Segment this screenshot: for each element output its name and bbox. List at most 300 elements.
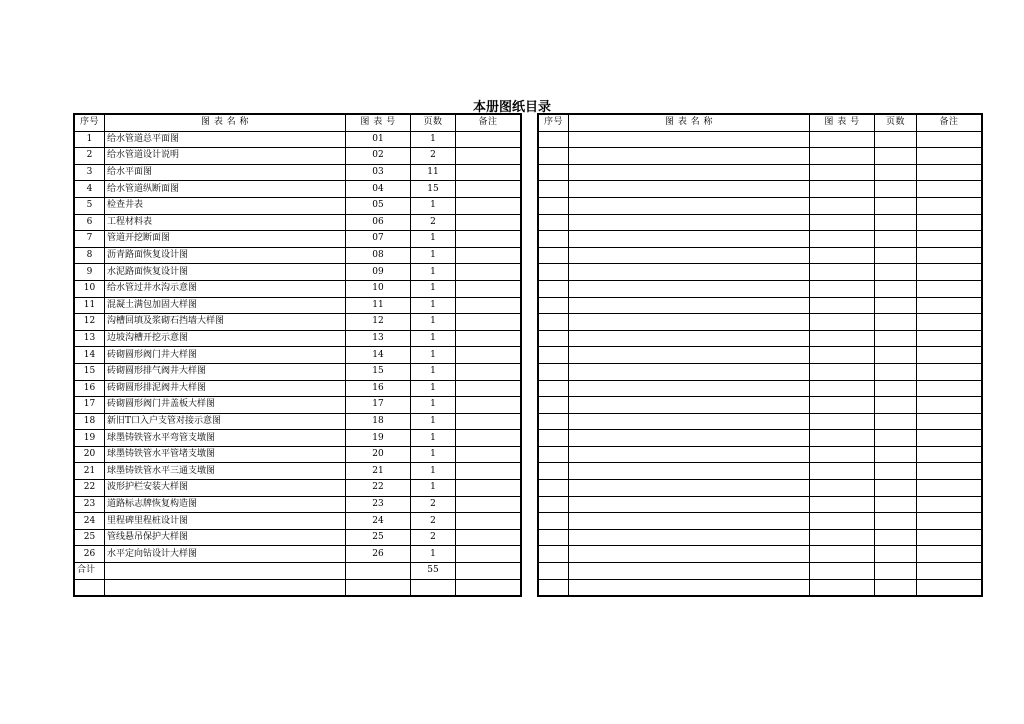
empty-cell	[875, 297, 917, 314]
empty-cell	[456, 579, 521, 596]
row-name: 里程碑里程桩设计图	[105, 513, 346, 530]
row-pages: 2	[411, 496, 456, 513]
row-seq: 9	[75, 264, 105, 281]
empty-cell	[810, 197, 875, 214]
empty-cell	[539, 513, 569, 530]
row-seq: 26	[75, 546, 105, 563]
empty-row	[539, 247, 982, 264]
empty-cell	[539, 397, 569, 414]
row-name: 球墨铸铁管水平三通支墩图	[105, 463, 346, 480]
row-code: 26	[346, 546, 411, 563]
row-pages: 1	[411, 264, 456, 281]
empty-cell	[875, 563, 917, 580]
empty-row	[539, 430, 982, 447]
empty-cell	[569, 380, 810, 397]
table-row	[75, 463, 521, 480]
empty-cell	[917, 181, 982, 198]
row-note	[456, 231, 521, 248]
row-seq: 17	[75, 397, 105, 414]
row-name: 砖砌圆形排泥阀井大样图	[105, 380, 346, 397]
row-seq: 19	[75, 430, 105, 447]
empty-cell	[875, 280, 917, 297]
empty-cell	[917, 314, 982, 331]
empty-cell	[917, 131, 982, 148]
empty-cell	[539, 181, 569, 198]
table-row	[75, 397, 521, 414]
row-note	[456, 446, 521, 463]
row-pages: 1	[411, 413, 456, 430]
row-name: 沥青路面恢复设计图	[105, 247, 346, 264]
table-row	[75, 546, 521, 563]
row-code: 21	[346, 463, 411, 480]
row-name: 给水管道总平面图	[105, 131, 346, 148]
empty-cell	[875, 446, 917, 463]
table-header-row	[539, 115, 982, 132]
row-note	[456, 480, 521, 497]
empty-cell	[810, 413, 875, 430]
empty-cell	[875, 314, 917, 331]
empty-cell	[539, 529, 569, 546]
empty-row	[539, 214, 982, 231]
row-name: 球墨铸铁管水平弯管支墩图	[105, 430, 346, 447]
row-code: 05	[346, 197, 411, 214]
row-note	[456, 513, 521, 530]
right-index-table	[537, 113, 983, 597]
row-pages: 1	[411, 446, 456, 463]
empty-cell	[875, 397, 917, 414]
empty-cell	[917, 546, 982, 563]
table-row	[75, 446, 521, 463]
empty-cell	[539, 563, 569, 580]
empty-cell	[917, 231, 982, 248]
header-note: 备注	[917, 115, 982, 132]
empty-row	[539, 529, 982, 546]
empty-cell	[411, 579, 456, 596]
total-code	[346, 563, 411, 580]
row-pages: 1	[411, 347, 456, 364]
row-name: 波形护栏安装大样图	[105, 480, 346, 497]
row-seq: 4	[75, 181, 105, 198]
empty-cell	[917, 563, 982, 580]
total-name	[105, 563, 346, 580]
empty-row	[539, 181, 982, 198]
empty-cell	[917, 297, 982, 314]
empty-cell	[875, 164, 917, 181]
empty-row	[539, 513, 982, 530]
empty-cell	[810, 181, 875, 198]
row-name: 水泥路面恢复设计图	[105, 264, 346, 281]
empty-cell	[539, 148, 569, 165]
row-seq: 6	[75, 214, 105, 231]
empty-cell	[539, 579, 569, 596]
empty-cell	[539, 380, 569, 397]
empty-cell	[810, 480, 875, 497]
empty-cell	[810, 280, 875, 297]
empty-cell	[569, 347, 810, 364]
empty-cell	[810, 131, 875, 148]
row-code: 01	[346, 131, 411, 148]
empty-cell	[569, 131, 810, 148]
empty-row	[539, 297, 982, 314]
empty-cell	[875, 463, 917, 480]
row-seq: 24	[75, 513, 105, 530]
row-seq: 13	[75, 330, 105, 347]
row-pages: 1	[411, 280, 456, 297]
empty-cell	[569, 413, 810, 430]
empty-cell	[810, 513, 875, 530]
empty-cell	[569, 363, 810, 380]
empty-cell	[539, 480, 569, 497]
row-seq: 20	[75, 446, 105, 463]
empty-cell	[810, 214, 875, 231]
row-name: 给水平面图	[105, 164, 346, 181]
empty-cell	[539, 430, 569, 447]
empty-cell	[569, 297, 810, 314]
empty-row	[539, 231, 982, 248]
row-note	[456, 297, 521, 314]
empty-cell	[917, 446, 982, 463]
table-row	[75, 197, 521, 214]
row-code: 02	[346, 148, 411, 165]
empty-row	[539, 347, 982, 364]
empty-row	[539, 579, 982, 596]
row-seq: 14	[75, 347, 105, 364]
empty-cell	[539, 446, 569, 463]
row-name: 检查井表	[105, 197, 346, 214]
row-name: 给水管道设计说明	[105, 148, 346, 165]
row-note	[456, 181, 521, 198]
empty-row	[539, 131, 982, 148]
empty-cell	[875, 579, 917, 596]
empty-row	[539, 197, 982, 214]
table-row	[75, 264, 521, 281]
row-name: 给水管道纵断面图	[105, 181, 346, 198]
empty-cell	[810, 546, 875, 563]
row-note	[456, 430, 521, 447]
row-code: 08	[346, 247, 411, 264]
row-code: 13	[346, 330, 411, 347]
empty-cell	[875, 330, 917, 347]
empty-cell	[875, 480, 917, 497]
header-pages: 页数	[875, 115, 917, 132]
total-row	[75, 563, 521, 580]
left-table-grid	[74, 114, 521, 596]
row-code: 23	[346, 496, 411, 513]
empty-cell	[75, 579, 105, 596]
row-pages: 1	[411, 297, 456, 314]
empty-cell	[917, 529, 982, 546]
row-name: 新旧T口入户支管对接示意图	[105, 413, 346, 430]
row-note	[456, 380, 521, 397]
row-seq: 11	[75, 297, 105, 314]
empty-cell	[810, 148, 875, 165]
empty-cell	[539, 314, 569, 331]
header-seq: 序号	[539, 115, 569, 132]
empty-cell	[875, 546, 917, 563]
row-code: 12	[346, 314, 411, 331]
table-row	[75, 380, 521, 397]
empty-cell	[569, 529, 810, 546]
row-code: 18	[346, 413, 411, 430]
row-pages: 1	[411, 480, 456, 497]
row-seq: 3	[75, 164, 105, 181]
row-seq: 2	[75, 148, 105, 165]
row-pages: 2	[411, 214, 456, 231]
empty-cell	[810, 231, 875, 248]
empty-cell	[810, 164, 875, 181]
empty-cell	[917, 264, 982, 281]
row-pages: 1	[411, 380, 456, 397]
empty-cell	[539, 363, 569, 380]
empty-cell	[875, 430, 917, 447]
empty-cell	[539, 280, 569, 297]
row-note	[456, 546, 521, 563]
empty-cell	[917, 347, 982, 364]
row-pages: 2	[411, 148, 456, 165]
table-row	[75, 148, 521, 165]
empty-cell	[569, 164, 810, 181]
empty-row	[539, 496, 982, 513]
empty-cell	[875, 380, 917, 397]
empty-cell	[917, 463, 982, 480]
table-row	[75, 247, 521, 264]
empty-cell	[875, 513, 917, 530]
empty-cell	[917, 363, 982, 380]
empty-cell	[875, 148, 917, 165]
row-note	[456, 363, 521, 380]
table-row	[75, 214, 521, 231]
empty-cell	[569, 314, 810, 331]
row-pages: 1	[411, 330, 456, 347]
empty-row	[539, 330, 982, 347]
header-name: 图 表 名 称	[105, 115, 346, 132]
table-row	[75, 513, 521, 530]
empty-cell	[569, 247, 810, 264]
empty-cell	[810, 579, 875, 596]
empty-cell	[569, 330, 810, 347]
empty-cell	[569, 480, 810, 497]
empty-cell	[917, 413, 982, 430]
empty-cell	[569, 513, 810, 530]
empty-row	[539, 264, 982, 281]
empty-cell	[875, 231, 917, 248]
row-seq: 21	[75, 463, 105, 480]
row-name: 管线悬吊保护大样图	[105, 529, 346, 546]
empty-cell	[917, 197, 982, 214]
row-code: 06	[346, 214, 411, 231]
empty-cell	[569, 264, 810, 281]
empty-row	[539, 463, 982, 480]
empty-cell	[569, 430, 810, 447]
empty-cell	[875, 496, 917, 513]
row-note	[456, 247, 521, 264]
table-row	[75, 164, 521, 181]
total-pages: 55	[411, 563, 456, 580]
empty-cell	[810, 563, 875, 580]
header-code: 图 表 号	[810, 115, 875, 132]
empty-cell	[810, 463, 875, 480]
empty-row	[539, 563, 982, 580]
left-index-table	[73, 113, 522, 597]
empty-cell	[917, 579, 982, 596]
row-pages: 1	[411, 314, 456, 331]
table-row	[75, 330, 521, 347]
empty-cell	[539, 131, 569, 148]
row-pages: 1	[411, 197, 456, 214]
row-name: 砖砌圆形阀门井大样图	[105, 347, 346, 364]
row-pages: 1	[411, 546, 456, 563]
empty-row	[539, 380, 982, 397]
row-note	[456, 280, 521, 297]
empty-cell	[810, 446, 875, 463]
row-seq: 23	[75, 496, 105, 513]
row-code: 10	[346, 280, 411, 297]
empty-cell	[810, 397, 875, 414]
row-code: 09	[346, 264, 411, 281]
empty-cell	[539, 347, 569, 364]
empty-cell	[539, 197, 569, 214]
row-seq: 25	[75, 529, 105, 546]
empty-cell	[917, 513, 982, 530]
row-code: 22	[346, 480, 411, 497]
row-note	[456, 496, 521, 513]
empty-cell	[569, 463, 810, 480]
row-note	[456, 413, 521, 430]
empty-cell	[917, 480, 982, 497]
empty-cell	[875, 197, 917, 214]
row-code: 14	[346, 347, 411, 364]
empty-cell	[569, 214, 810, 231]
row-note	[456, 529, 521, 546]
empty-cell	[917, 164, 982, 181]
empty-cell	[917, 496, 982, 513]
row-pages: 1	[411, 231, 456, 248]
row-pages: 1	[411, 463, 456, 480]
row-code: 15	[346, 363, 411, 380]
empty-row	[539, 314, 982, 331]
empty-cell	[810, 314, 875, 331]
empty-cell	[917, 148, 982, 165]
empty-cell	[917, 247, 982, 264]
row-note	[456, 347, 521, 364]
row-seq: 1	[75, 131, 105, 148]
empty-row	[539, 446, 982, 463]
total-label: 合计	[75, 563, 105, 580]
empty-row	[75, 579, 521, 596]
row-code: 07	[346, 231, 411, 248]
table-row	[75, 280, 521, 297]
table-row	[75, 413, 521, 430]
header-seq: 序号	[75, 115, 105, 132]
empty-row	[539, 363, 982, 380]
empty-cell	[539, 247, 569, 264]
empty-cell	[810, 247, 875, 264]
row-name: 砖砌圆形阀门井盖板大样图	[105, 397, 346, 414]
empty-cell	[569, 148, 810, 165]
empty-cell	[539, 297, 569, 314]
row-name: 砖砌圆形排气阀井大样图	[105, 363, 346, 380]
row-seq: 15	[75, 363, 105, 380]
row-pages: 1	[411, 397, 456, 414]
empty-row	[539, 413, 982, 430]
empty-cell	[569, 563, 810, 580]
row-name: 水平定向钻设计大样图	[105, 546, 346, 563]
row-code: 03	[346, 164, 411, 181]
empty-cell	[539, 330, 569, 347]
empty-cell	[539, 463, 569, 480]
row-pages: 2	[411, 529, 456, 546]
empty-cell	[569, 181, 810, 198]
total-note	[456, 563, 521, 580]
table-row	[75, 181, 521, 198]
row-name: 混凝土满包加固大样图	[105, 297, 346, 314]
empty-cell	[346, 579, 411, 596]
table-row	[75, 480, 521, 497]
empty-cell	[539, 164, 569, 181]
empty-cell	[875, 181, 917, 198]
empty-cell	[875, 413, 917, 430]
row-code: 20	[346, 446, 411, 463]
empty-cell	[875, 347, 917, 364]
table-header-row	[75, 115, 521, 132]
row-code: 16	[346, 380, 411, 397]
row-seq: 22	[75, 480, 105, 497]
row-note	[456, 314, 521, 331]
empty-cell	[917, 280, 982, 297]
row-code: 24	[346, 513, 411, 530]
empty-cell	[539, 413, 569, 430]
empty-cell	[875, 529, 917, 546]
row-name: 道路标志牌恢复构造图	[105, 496, 346, 513]
row-seq: 12	[75, 314, 105, 331]
table-row	[75, 430, 521, 447]
row-pages: 1	[411, 131, 456, 148]
table-row	[75, 529, 521, 546]
row-code: 25	[346, 529, 411, 546]
empty-cell	[917, 430, 982, 447]
empty-cell	[569, 397, 810, 414]
row-pages: 1	[411, 430, 456, 447]
empty-row	[539, 397, 982, 414]
row-seq: 16	[75, 380, 105, 397]
empty-cell	[810, 380, 875, 397]
row-pages: 2	[411, 513, 456, 530]
empty-cell	[539, 546, 569, 563]
empty-cell	[569, 231, 810, 248]
empty-cell	[569, 197, 810, 214]
table-row	[75, 347, 521, 364]
empty-cell	[539, 231, 569, 248]
empty-cell	[875, 247, 917, 264]
empty-row	[539, 164, 982, 181]
row-note	[456, 131, 521, 148]
row-code: 04	[346, 181, 411, 198]
right-table-grid	[538, 114, 982, 596]
empty-cell	[810, 297, 875, 314]
empty-cell	[917, 214, 982, 231]
header-pages: 页数	[411, 115, 456, 132]
empty-cell	[810, 264, 875, 281]
empty-cell	[917, 397, 982, 414]
row-note	[456, 148, 521, 165]
row-note	[456, 197, 521, 214]
row-name: 给水管过井水沟示意图	[105, 280, 346, 297]
empty-cell	[810, 529, 875, 546]
empty-cell	[810, 363, 875, 380]
row-pages: 11	[411, 164, 456, 181]
table-row	[75, 363, 521, 380]
empty-cell	[875, 264, 917, 281]
